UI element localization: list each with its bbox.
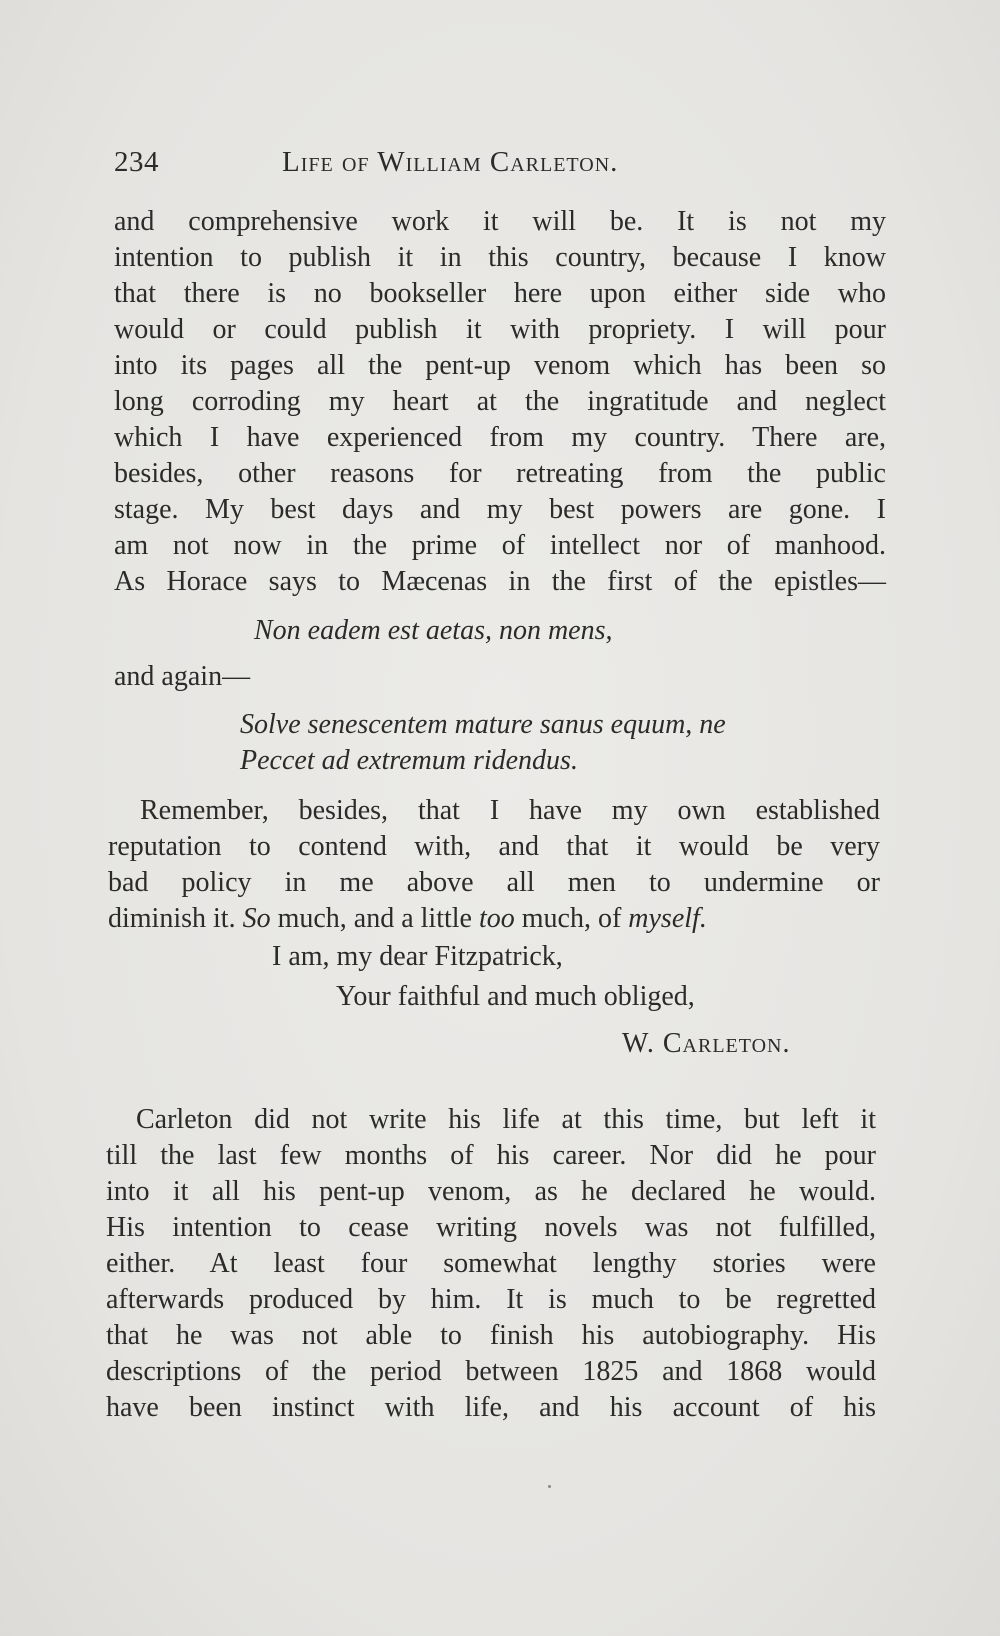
text-line: and again— <box>114 661 251 692</box>
text-line: long corroding my heart at the ingratitude and neglect <box>114 386 886 417</box>
text-line: Carleton did not write his life at this time, but left it <box>136 1104 876 1135</box>
text-line: As Horace says to Mæcenas in the first of the epistles— <box>114 566 886 597</box>
text-line: intention to publish it in this country, because I know <box>114 242 886 273</box>
closing-valediction: Your faithful and much obliged, <box>336 981 695 1012</box>
signature: W. Carleton. <box>622 1028 791 1059</box>
text-line: Remember, besides, that I have my own established <box>140 795 880 826</box>
text-line: till the last few months of his career. Nor did he pour <box>106 1140 876 1171</box>
text-line: that he was not able to finish his autobiography. His <box>106 1320 876 1351</box>
text-line: besides, other reasons for retreating from the public <box>114 458 886 489</box>
text-line: bad policy in me above all men to undermine or <box>108 867 880 898</box>
latin-quote: Peccet ad extremum ridendus. <box>240 745 578 776</box>
text-line: and comprehensive work it will be. It is not my <box>114 206 886 237</box>
text-line: have been instinct with life, and his account of his <box>106 1392 876 1423</box>
text-line: am not now in the prime of intellect nor of manhood. <box>114 530 886 561</box>
text-line: into its pages all the pent-up venom which has been so <box>114 350 886 381</box>
paper-speck <box>548 1485 551 1488</box>
running-head: Life of William Carleton. <box>282 146 619 178</box>
text-line: stage. My best days and my best powers are gone. I <box>114 494 886 525</box>
text-line: reputation to contend with, and that it would be very <box>108 831 880 862</box>
page-number: 234 <box>114 146 159 178</box>
text-line: into it all his pent-up venom, as he declared he would. <box>106 1176 876 1207</box>
latin-quote: Solve senescentem mature sanus equum, ne <box>240 709 726 740</box>
closing-salutation: I am, my dear Fitzpatrick, <box>272 941 563 972</box>
text-line: either. At least four somewhat lengthy stories were <box>106 1248 876 1279</box>
text-line: His intention to cease writing novels was not fulfilled, <box>106 1212 876 1243</box>
text-line: that there is no bookseller here upon either side who <box>114 278 886 309</box>
text-line: which I have experienced from my country. There are, <box>114 422 886 453</box>
text-line: would or could publish it with propriety. I will pour <box>114 314 886 345</box>
text-line: descriptions of the period between 1825 and 1868 would <box>106 1356 876 1387</box>
text-line: afterwards produced by him. It is much to be regretted <box>106 1284 876 1315</box>
text-line: diminish it. So much, and a little too much, of myself. <box>108 903 707 934</box>
latin-quote: Non eadem est aetas, non mens, <box>254 615 613 646</box>
